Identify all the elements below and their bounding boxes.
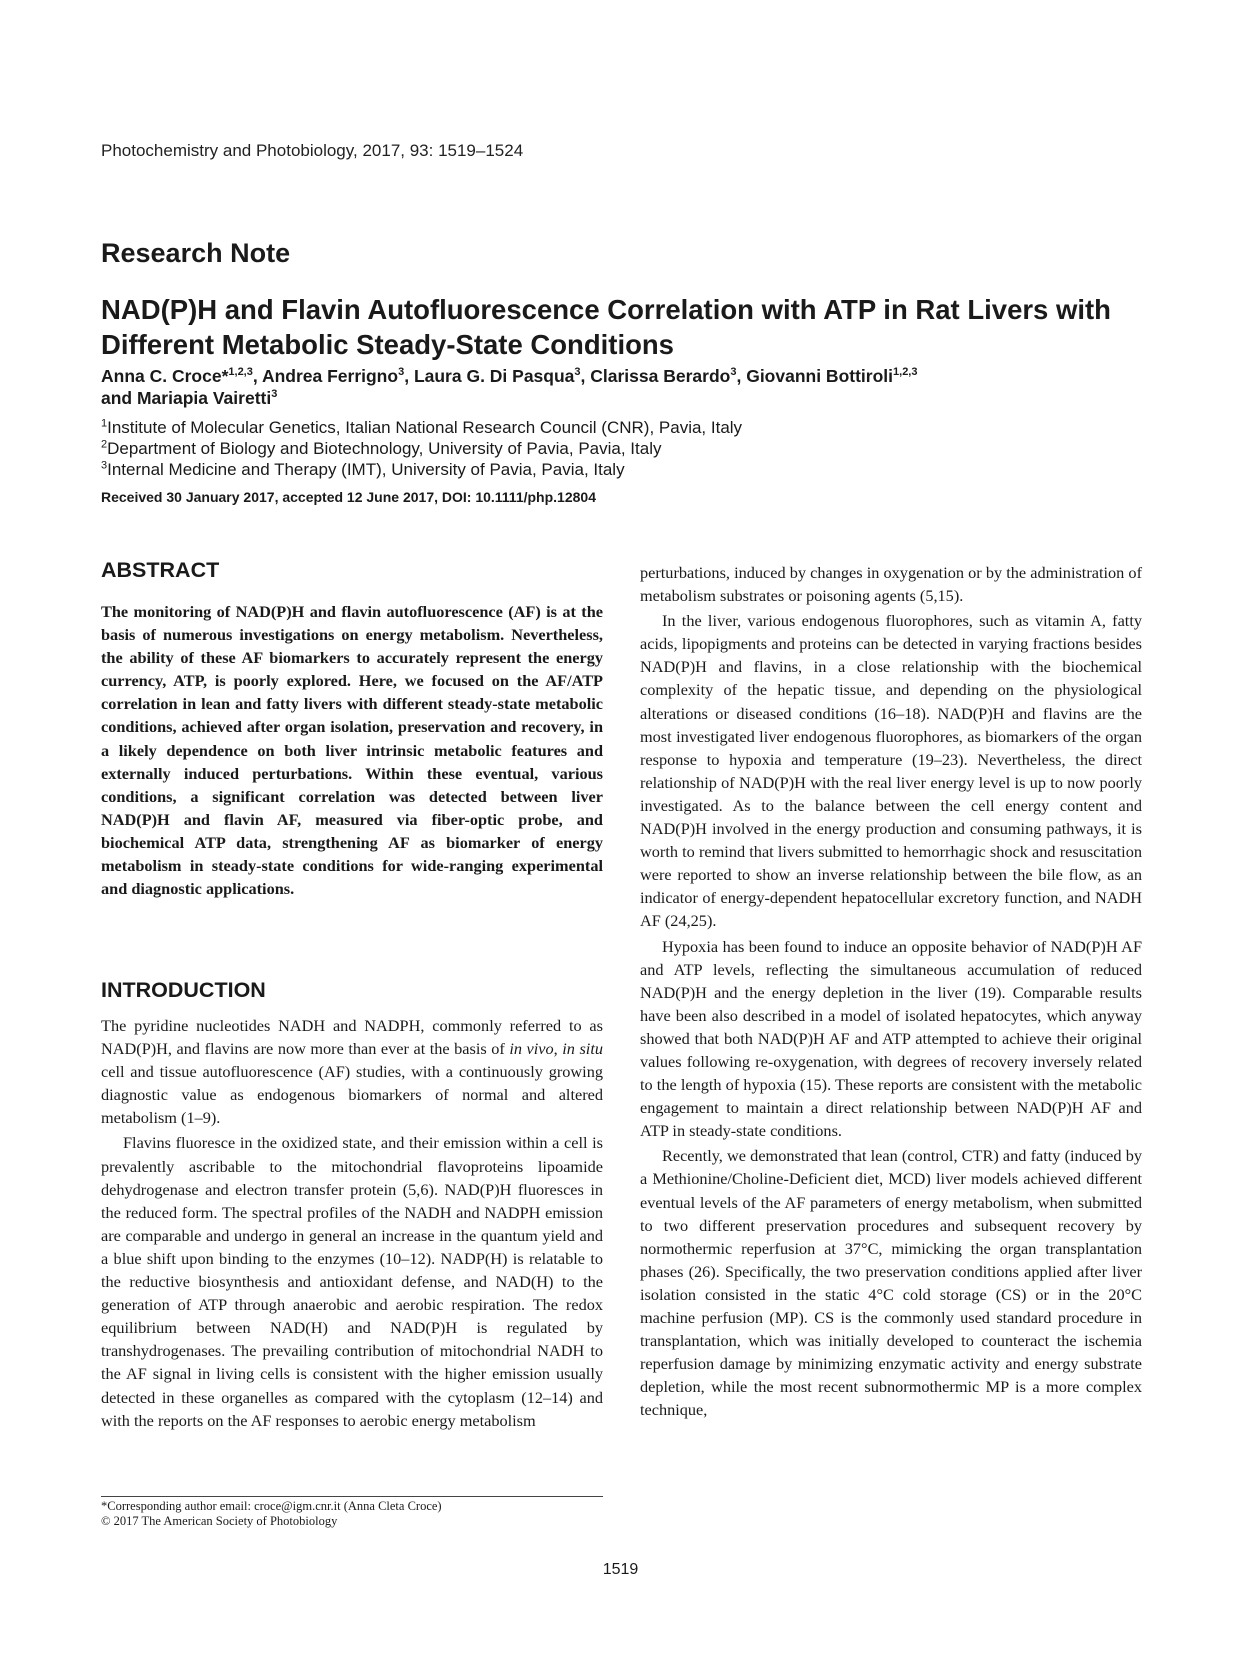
author-name: Andrea Ferrigno xyxy=(261,366,399,386)
intro-paragraph-1 xyxy=(101,1014,603,1129)
intro-text: cell and tissue autofluorescence (AF) studies, with a continuously growing diagnostic value as endogenous biomarkers of normal and altered metabolism (1–9). xyxy=(101,1062,603,1128)
intro-italic-term: in vivo xyxy=(509,1039,554,1059)
affiliation-text: Internal Medicine and Therapy (IMT), University of Pavia, Pavia, Italy xyxy=(107,460,625,479)
affiliation-item xyxy=(101,438,742,459)
affiliation-number: 1 xyxy=(101,417,108,430)
right-column-body xyxy=(640,561,1142,1421)
author-affiliation-marker: 3 xyxy=(574,366,581,379)
page-number: 1519 xyxy=(602,1561,639,1578)
author-affiliation-marker: 1,2,3 xyxy=(228,366,253,379)
author-and: and xyxy=(101,388,137,408)
author-list xyxy=(101,365,1161,409)
author-name: Laura G. Di Pasqua xyxy=(413,366,575,386)
author-separator: , xyxy=(404,366,414,386)
right-paragraph-3: Recently, we demonstrated that lean (control, CTR) and fatty (induced by a Methionine/Choline-Deficient diet, MCD) liver models achieved different eventual levels of the AF parameters of energy metabolism, when submitted to two different preservation procedures and subsequent recovery by normothermic reperfusion at 37°C, mimicking the organ transplantation phases (26). Specifically, the two preservation conditions applied after liver isolation consisted in the static 4°C cold storage (CS) or in the 20°C machine perfusion (MP). CS is the commonly used standard procedure in transplantation, which was initially developed to counteract the ischemia reperfusion damage by minimizing enzymatic activity and energy substrate depletion, while the most recent subnormothermic MP is a more complex technique, xyxy=(640,1146,1142,1420)
abstract-text: The monitoring of NAD(P)H and flavin autofluorescence (AF) is at the basis of numerous investigations on energy metabolism. Nevertheless, the ability of these AF biomarkers to accurately represent the energy currency, ATP, is poorly explored. Here, we focused on the AF/ATP correlation in lean and fatty livers with different steady-state metabolic conditions, achieved after organ isolation, preservation and recovery, in a likely dependence on both liver intrinsic metabolic features and externally induced perturbations. Within these eventual, various conditions, a significant correlation was detected between liver NAD(P)H and flavin AF, measured via fiber-optic probe, and biochemical ATP data, strengthening AF as biomarker of energy metabolism in steady-state conditions for wide-ranging experimental and diagnostic applications. xyxy=(101,602,603,899)
introduction-body xyxy=(101,1014,603,1432)
affiliation-number: 3 xyxy=(101,459,108,472)
affiliation-number: 2 xyxy=(101,438,108,451)
right-paragraph-1: In the liver, various endogenous fluorophores, such as vitamin A, fatty acids, lipopigments and proteins can be detected in varying fractions besides NAD(P)H and flavins, in a close relationship with the biochemical complexity of the hepatic tissue, and depending on the physiological alterations or diseased conditions (16–18). NAD(P)H and flavins are the most investigated liver endogenous fluorophores, as biomarkers of the organ response to hypoxia and temperature (19–23). Nevertheless, the direct relationship of NAD(P)H with the real liver energy level is up to now poorly investigated. As to the balance between the cell energy content and NAD(P)H involved in the energy production and consuming pathways, it is worth to remind that livers submitted to hemorrhagic shock and resuscitation were reported to show an inverse relationship between the bile flow, as an indicator of energy-dependent hepatocellular excretory function, and NADH AF (24,25). xyxy=(640,611,1142,931)
author-affiliation-marker: 3 xyxy=(271,388,278,401)
article-type-label: Research Note xyxy=(101,238,291,268)
intro-text: , xyxy=(553,1039,563,1059)
affiliation-item xyxy=(101,417,742,438)
affiliation-text: Department of Biology and Biotechnology, University of Pavia, Pavia, Italy xyxy=(107,439,662,458)
author-separator: , xyxy=(252,366,262,386)
author-separator: , xyxy=(736,366,747,386)
copyright-footnote: © 2017 The American Society of Photobiology xyxy=(101,1514,338,1528)
author-name: Anna C. Croce* xyxy=(101,366,229,386)
right-paragraph-continuation: perturbations, induced by changes in oxygenation or by the administration of metabolism substrates or poisoning agents (5,15). xyxy=(640,563,1142,606)
footnote-divider xyxy=(101,1496,603,1497)
author-name: Clarissa Berardo xyxy=(590,366,731,386)
article-title: NAD(P)H and Flavin Autofluorescence Correlation with ATP in Rat Livers with Different Metabolic Steady-State Conditions xyxy=(101,294,1111,360)
received-doi-line: Received 30 January 2017, accepted 12 June 2017, DOI: 10.1111/php.12804 xyxy=(101,489,596,505)
corresponding-author-footnote: *Corresponding author email: croce@igm.cnr.it (Anna Cleta Croce) xyxy=(101,1499,442,1513)
introduction-heading: INTRODUCTION xyxy=(101,978,266,1002)
journal-citation: Photochemistry and Photobiology, 2017, 93: 1519–1524 xyxy=(101,141,524,160)
author-name: Mariapia Vairetti xyxy=(136,388,272,408)
affiliation-item xyxy=(101,459,742,480)
intro-text: The pyridine nucleotides NADH and NADPH, commonly referred to as NAD(P)H, and flavins are now more than ever at the basis of xyxy=(101,1016,603,1059)
author-name: Giovanni Bottiroli xyxy=(746,366,894,386)
affiliation-text: Institute of Molecular Genetics, Italian National Research Council (CNR), Pavia, Italy xyxy=(107,418,743,437)
abstract-heading: ABSTRACT xyxy=(101,558,220,582)
author-affiliation-marker: 3 xyxy=(398,366,405,379)
intro-paragraph-2: Flavins fluoresce in the oxidized state, and their emission within a cell is prevalently ascribable to the mitochondrial flavoproteins lipoamide dehydrogenase and electron transfer protein (5,6). NAD(P)H fluoresces in the reduced form. The spectral profiles of the NADH and NADPH emission are comparable and undergo in general an increase in the quantum yield and a blue shift upon binding to the enzymes (10–12). NADP(H) is relatable to the reductive biosynthesis and antioxidant defense, and NAD(H) to the generation of ATP through anaerobic and aerobic respiration. The redox equilibrium between NAD(H) and NAD(P)H is regulated by transhydrogenases. The prevailing contribution of mitochondrial NADH to the AF signal in living cells is consistent with the higher emission usually detected in these organelles as compared with the cytoplasm (12–14) and with the reports on the AF responses to aerobic energy metabolism xyxy=(101,1133,603,1430)
footnotes xyxy=(101,1499,442,1529)
author-affiliation-marker: 3 xyxy=(730,366,737,379)
right-paragraph-2: Hypoxia has been found to induce an opposite behavior of NAD(P)H AF and ATP levels, reflecting the simultaneous accumulation of reduced NAD(P)H and the energy depletion in the liver (19). Comparable results have been also described in a model of isolated hepatocytes, which anyway showed that both NAD(P)H AF and ATP attempted to achieve their original values following re-oxygenation, with degrees of recovery inversely related to the length of hypoxia (15). These reports are consistent with the metabolic engagement to maintain a direct relationship between NAD(P)H AF and ATP in steady-state conditions. xyxy=(640,936,1142,1141)
intro-italic-term: in situ xyxy=(562,1039,603,1059)
author-separator: , xyxy=(580,366,591,386)
affiliation-list xyxy=(101,417,742,480)
author-affiliation-marker: 1,2,3 xyxy=(893,366,918,379)
